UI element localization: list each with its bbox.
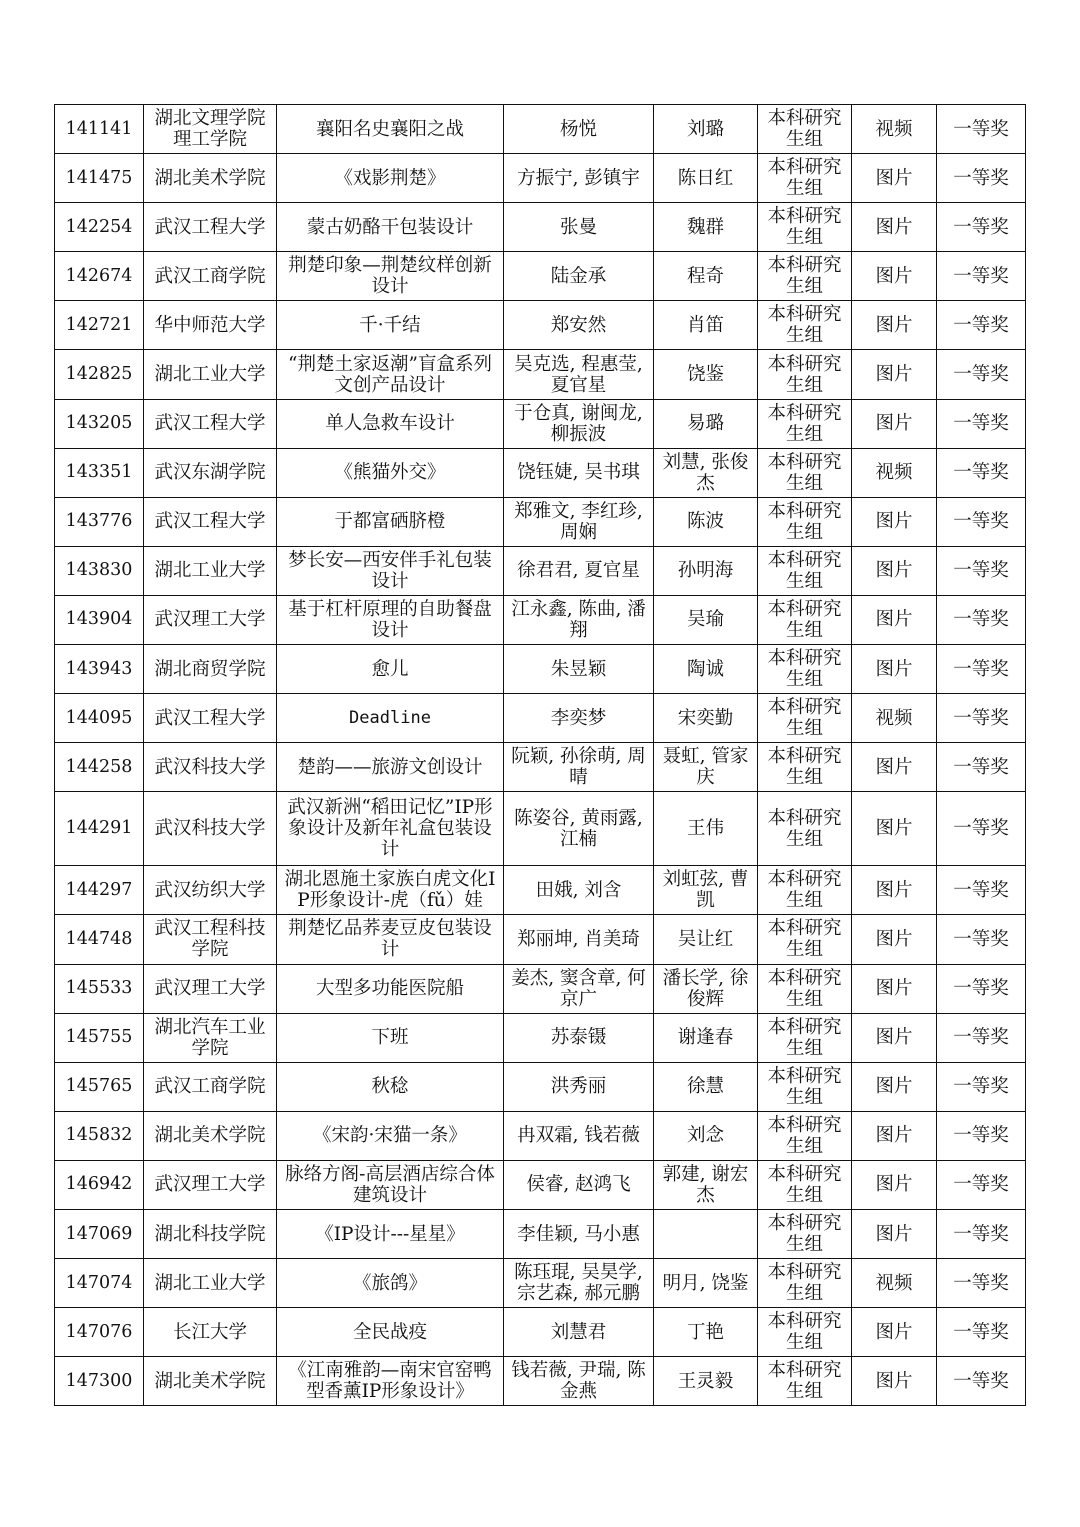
cell-format: 图片 (852, 1111, 937, 1160)
table-row (55, 915, 1026, 964)
cell-advisor: 刘慧, 张俊杰 (654, 448, 758, 497)
cell-group: 本科研究生组 (758, 1160, 852, 1209)
cell-award: 一等奖 (937, 154, 1026, 203)
cell-award: 一等奖 (937, 399, 1026, 448)
cell-award: 一等奖 (937, 105, 1026, 154)
cell-work-title: 武汉新洲“稻田记忆”IP形象设计及新年礼盒包装设计 (277, 792, 504, 866)
cell-school: 武汉工程科技学院 (144, 915, 277, 964)
cell-advisor: 刘虹弦, 曹凯 (654, 866, 758, 915)
cell-award: 一等奖 (937, 203, 1026, 252)
cell-work-title: 千·千结 (277, 301, 504, 350)
cell-work-title: 荆楚印象—荆楚纹样创新设计 (277, 252, 504, 301)
cell-school: 湖北工业大学 (144, 350, 277, 399)
cell-school: 湖北商贸学院 (144, 645, 277, 694)
cell-work-title: 襄阳名史襄阳之战 (277, 105, 504, 154)
cell-advisor: 王灵毅 (654, 1357, 758, 1406)
cell-entry-id: 143904 (55, 595, 144, 644)
cell-work-title: 荆楚忆品荞麦豆皮包装设计 (277, 915, 504, 964)
table-row (55, 1062, 1026, 1111)
cell-format: 视频 (852, 1259, 937, 1308)
cell-advisor: 宋奕勤 (654, 694, 758, 743)
cell-school: 湖北美术学院 (144, 1111, 277, 1160)
cell-advisor (654, 1209, 758, 1258)
cell-format: 图片 (852, 350, 937, 399)
cell-format: 图片 (852, 595, 937, 644)
table-row (55, 105, 1026, 154)
cell-school: 湖北工业大学 (144, 546, 277, 595)
cell-group: 本科研究生组 (758, 448, 852, 497)
cell-group: 本科研究生组 (758, 203, 852, 252)
table-row (55, 1111, 1026, 1160)
cell-entry-id: 144095 (55, 694, 144, 743)
cell-authors: 张曼 (504, 203, 654, 252)
cell-format: 图片 (852, 497, 937, 546)
cell-advisor: 郭建, 谢宏杰 (654, 1160, 758, 1209)
cell-group: 本科研究生组 (758, 301, 852, 350)
cell-entry-id: 143943 (55, 645, 144, 694)
table-row (55, 866, 1026, 915)
cell-group: 本科研究生组 (758, 154, 852, 203)
cell-authors: 田娥, 刘含 (504, 866, 654, 915)
cell-group: 本科研究生组 (758, 252, 852, 301)
cell-format: 图片 (852, 301, 937, 350)
cell-entry-id: 143351 (55, 448, 144, 497)
cell-award: 一等奖 (937, 964, 1026, 1013)
cell-authors: 苏泰镊 (504, 1013, 654, 1062)
cell-format: 视频 (852, 105, 937, 154)
table-row (55, 964, 1026, 1013)
cell-authors: 阮颖, 孙徐萌, 周晴 (504, 743, 654, 792)
cell-authors: 徐君君, 夏官星 (504, 546, 654, 595)
table-row (55, 645, 1026, 694)
cell-advisor: 谢逢春 (654, 1013, 758, 1062)
table-row (55, 1259, 1026, 1308)
award-table-body (55, 105, 1026, 1406)
cell-advisor: 刘念 (654, 1111, 758, 1160)
table-row (55, 350, 1026, 399)
cell-authors: 郑丽坤, 肖美琦 (504, 915, 654, 964)
cell-entry-id: 145832 (55, 1111, 144, 1160)
cell-advisor: 易璐 (654, 399, 758, 448)
cell-school: 武汉科技大学 (144, 792, 277, 866)
cell-advisor: 程奇 (654, 252, 758, 301)
table-row (55, 792, 1026, 866)
cell-format: 视频 (852, 448, 937, 497)
cell-school: 武汉东湖学院 (144, 448, 277, 497)
table-row (55, 1357, 1026, 1406)
cell-authors: 江永鑫, 陈曲, 潘翔 (504, 595, 654, 644)
cell-authors: 侯睿, 赵鸿飞 (504, 1160, 654, 1209)
cell-award: 一等奖 (937, 595, 1026, 644)
cell-school: 武汉工程大学 (144, 694, 277, 743)
cell-entry-id: 144258 (55, 743, 144, 792)
cell-work-title: 湖北恩施土家族白虎文化IP形象设计-虎（fǔ）娃 (277, 866, 504, 915)
cell-school: 武汉工程大学 (144, 399, 277, 448)
cell-school: 华中师范大学 (144, 301, 277, 350)
cell-advisor: 王伟 (654, 792, 758, 866)
cell-work-title: 蒙古奶酪干包装设计 (277, 203, 504, 252)
cell-group: 本科研究生组 (758, 743, 852, 792)
cell-school: 武汉纺织大学 (144, 866, 277, 915)
cell-entry-id: 142254 (55, 203, 144, 252)
cell-advisor: 徐慧 (654, 1062, 758, 1111)
cell-entry-id: 141141 (55, 105, 144, 154)
cell-entry-id: 143830 (55, 546, 144, 595)
cell-advisor: 陶诚 (654, 645, 758, 694)
table-row (55, 1209, 1026, 1258)
cell-authors: 郑安然 (504, 301, 654, 350)
cell-group: 本科研究生组 (758, 1308, 852, 1357)
cell-format: 图片 (852, 645, 937, 694)
cell-format: 图片 (852, 964, 937, 1013)
cell-advisor: 吴让红 (654, 915, 758, 964)
cell-work-title: 大型多功能医院船 (277, 964, 504, 1013)
cell-group: 本科研究生组 (758, 792, 852, 866)
table-row (55, 1308, 1026, 1357)
cell-award: 一等奖 (937, 252, 1026, 301)
cell-format: 图片 (852, 546, 937, 595)
cell-format: 图片 (852, 1308, 937, 1357)
cell-authors: 李佳颖, 马小惠 (504, 1209, 654, 1258)
cell-entry-id: 147069 (55, 1209, 144, 1258)
cell-format: 图片 (852, 203, 937, 252)
cell-format: 视频 (852, 694, 937, 743)
table-row (55, 1160, 1026, 1209)
cell-award: 一等奖 (937, 301, 1026, 350)
cell-entry-id: 143776 (55, 497, 144, 546)
cell-award: 一等奖 (937, 1209, 1026, 1258)
cell-group: 本科研究生组 (758, 866, 852, 915)
cell-award: 一等奖 (937, 743, 1026, 792)
cell-award: 一等奖 (937, 1160, 1026, 1209)
cell-advisor: 饶鉴 (654, 350, 758, 399)
cell-format: 图片 (852, 915, 937, 964)
cell-work-title: 楚韵——旅游文创设计 (277, 743, 504, 792)
cell-group: 本科研究生组 (758, 1357, 852, 1406)
table-row (55, 203, 1026, 252)
cell-group: 本科研究生组 (758, 694, 852, 743)
cell-work-title: 全民战疫 (277, 1308, 504, 1357)
table-row (55, 497, 1026, 546)
cell-group: 本科研究生组 (758, 915, 852, 964)
table-row (55, 1013, 1026, 1062)
cell-award: 一等奖 (937, 1013, 1026, 1062)
cell-work-title: 愈儿 (277, 645, 504, 694)
cell-group: 本科研究生组 (758, 645, 852, 694)
cell-work-title: 《IP设计---星星》 (277, 1209, 504, 1258)
cell-entry-id: 142721 (55, 301, 144, 350)
cell-group: 本科研究生组 (758, 595, 852, 644)
cell-authors: 冉双霜, 钱若薇 (504, 1111, 654, 1160)
cell-school: 湖北文理学院理工学院 (144, 105, 277, 154)
cell-award: 一等奖 (937, 1357, 1026, 1406)
cell-group: 本科研究生组 (758, 1062, 852, 1111)
cell-advisor: 孙明海 (654, 546, 758, 595)
table-row (55, 154, 1026, 203)
cell-group: 本科研究生组 (758, 1111, 852, 1160)
cell-format: 图片 (852, 1160, 937, 1209)
cell-entry-id: 141475 (55, 154, 144, 203)
cell-entry-id: 147076 (55, 1308, 144, 1357)
cell-school: 武汉理工大学 (144, 595, 277, 644)
cell-school: 长江大学 (144, 1308, 277, 1357)
cell-advisor: 陈日红 (654, 154, 758, 203)
cell-award: 一等奖 (937, 350, 1026, 399)
cell-school: 武汉理工大学 (144, 1160, 277, 1209)
cell-group: 本科研究生组 (758, 964, 852, 1013)
cell-work-title: 《熊猫外交》 (277, 448, 504, 497)
cell-group: 本科研究生组 (758, 1209, 852, 1258)
table-row (55, 399, 1026, 448)
cell-authors: 陈珏琨, 吴昊学, 宗艺森, 郝元鹏 (504, 1259, 654, 1308)
cell-format: 图片 (852, 792, 937, 866)
cell-advisor: 吴瑜 (654, 595, 758, 644)
cell-award: 一等奖 (937, 1111, 1026, 1160)
cell-advisor: 潘长学, 徐俊辉 (654, 964, 758, 1013)
cell-authors: 饶钰婕, 吴书琪 (504, 448, 654, 497)
cell-entry-id: 145533 (55, 964, 144, 1013)
cell-authors: 郑雅文, 李红珍, 周娴 (504, 497, 654, 546)
cell-award: 一等奖 (937, 645, 1026, 694)
cell-entry-id: 144748 (55, 915, 144, 964)
cell-authors: 钱若薇, 尹瑞, 陈金燕 (504, 1357, 654, 1406)
cell-work-title: 《江南雅韵—南宋官窑鸭型香薰IP形象设计》 (277, 1357, 504, 1406)
cell-entry-id: 147074 (55, 1259, 144, 1308)
cell-advisor: 聂虹, 管家庆 (654, 743, 758, 792)
cell-work-title: 《戏影荆楚》 (277, 154, 504, 203)
cell-award: 一等奖 (937, 792, 1026, 866)
cell-entry-id: 144297 (55, 866, 144, 915)
cell-award: 一等奖 (937, 694, 1026, 743)
cell-authors: 陈姿谷, 黄雨露, 江楠 (504, 792, 654, 866)
table-row (55, 448, 1026, 497)
cell-work-title: 《宋韵·宋猫一条》 (277, 1111, 504, 1160)
cell-school: 湖北科技学院 (144, 1209, 277, 1258)
table-row (55, 252, 1026, 301)
cell-school: 湖北汽车工业学院 (144, 1013, 277, 1062)
cell-format: 图片 (852, 1209, 937, 1258)
cell-work-title: 基于杠杆原理的自助餐盘设计 (277, 595, 504, 644)
cell-authors: 于仓真, 谢闽龙, 柳振波 (504, 399, 654, 448)
cell-advisor: 肖笛 (654, 301, 758, 350)
cell-format: 图片 (852, 743, 937, 792)
cell-advisor: 陈波 (654, 497, 758, 546)
award-table (54, 104, 1026, 1406)
cell-award: 一等奖 (937, 1308, 1026, 1357)
cell-school: 武汉工商学院 (144, 252, 277, 301)
table-row (55, 694, 1026, 743)
cell-award: 一等奖 (937, 915, 1026, 964)
cell-entry-id: 143205 (55, 399, 144, 448)
cell-format: 图片 (852, 866, 937, 915)
cell-work-title: 秋稔 (277, 1062, 504, 1111)
cell-format: 图片 (852, 1013, 937, 1062)
cell-authors: 朱昱颖 (504, 645, 654, 694)
cell-authors: 方振宁, 彭镇宇 (504, 154, 654, 203)
cell-school: 湖北美术学院 (144, 154, 277, 203)
cell-entry-id: 146942 (55, 1160, 144, 1209)
cell-group: 本科研究生组 (758, 1259, 852, 1308)
cell-entry-id: 142825 (55, 350, 144, 399)
cell-advisor: 魏群 (654, 203, 758, 252)
cell-work-title: 梦长安—西安伴手礼包装设计 (277, 546, 504, 595)
cell-group: 本科研究生组 (758, 399, 852, 448)
cell-school: 武汉工商学院 (144, 1062, 277, 1111)
cell-award: 一等奖 (937, 1259, 1026, 1308)
cell-group: 本科研究生组 (758, 497, 852, 546)
cell-work-title: 《旅鸽》 (277, 1259, 504, 1308)
cell-format: 图片 (852, 252, 937, 301)
cell-school: 武汉理工大学 (144, 964, 277, 1013)
cell-advisor: 丁艳 (654, 1308, 758, 1357)
cell-group: 本科研究生组 (758, 350, 852, 399)
cell-format: 图片 (852, 1062, 937, 1111)
cell-advisor: 明月, 饶鉴 (654, 1259, 758, 1308)
cell-school: 武汉科技大学 (144, 743, 277, 792)
cell-format: 图片 (852, 399, 937, 448)
cell-work-title: 单人急救车设计 (277, 399, 504, 448)
cell-entry-id: 145765 (55, 1062, 144, 1111)
cell-school: 湖北工业大学 (144, 1259, 277, 1308)
cell-authors: 陆金承 (504, 252, 654, 301)
cell-entry-id: 145755 (55, 1013, 144, 1062)
cell-authors: 李奕梦 (504, 694, 654, 743)
cell-group: 本科研究生组 (758, 1013, 852, 1062)
cell-work-title: Deadline (277, 694, 504, 743)
cell-school: 湖北美术学院 (144, 1357, 277, 1406)
cell-award: 一等奖 (937, 497, 1026, 546)
cell-entry-id: 144291 (55, 792, 144, 866)
cell-school: 武汉工程大学 (144, 203, 277, 252)
cell-award: 一等奖 (937, 448, 1026, 497)
cell-advisor: 刘璐 (654, 105, 758, 154)
cell-format: 图片 (852, 1357, 937, 1406)
cell-authors: 姜杰, 窦含章, 何京广 (504, 964, 654, 1013)
cell-work-title: 脉络方阁-高层酒店综合体建筑设计 (277, 1160, 504, 1209)
cell-authors: 刘慧君 (504, 1308, 654, 1357)
table-row (55, 743, 1026, 792)
cell-group: 本科研究生组 (758, 105, 852, 154)
cell-entry-id: 147300 (55, 1357, 144, 1406)
cell-work-title: “荆楚土家返潮”盲盒系列文创产品设计 (277, 350, 504, 399)
cell-authors: 吴克选, 程惠莹, 夏官星 (504, 350, 654, 399)
cell-authors: 杨悦 (504, 105, 654, 154)
cell-work-title: 于都富硒脐橙 (277, 497, 504, 546)
cell-award: 一等奖 (937, 866, 1026, 915)
table-row (55, 595, 1026, 644)
cell-award: 一等奖 (937, 546, 1026, 595)
cell-entry-id: 142674 (55, 252, 144, 301)
table-row (55, 301, 1026, 350)
cell-award: 一等奖 (937, 1062, 1026, 1111)
cell-format: 图片 (852, 154, 937, 203)
cell-authors: 洪秀丽 (504, 1062, 654, 1111)
cell-work-title: 下班 (277, 1013, 504, 1062)
table-row (55, 546, 1026, 595)
cell-group: 本科研究生组 (758, 546, 852, 595)
cell-school: 武汉工程大学 (144, 497, 277, 546)
